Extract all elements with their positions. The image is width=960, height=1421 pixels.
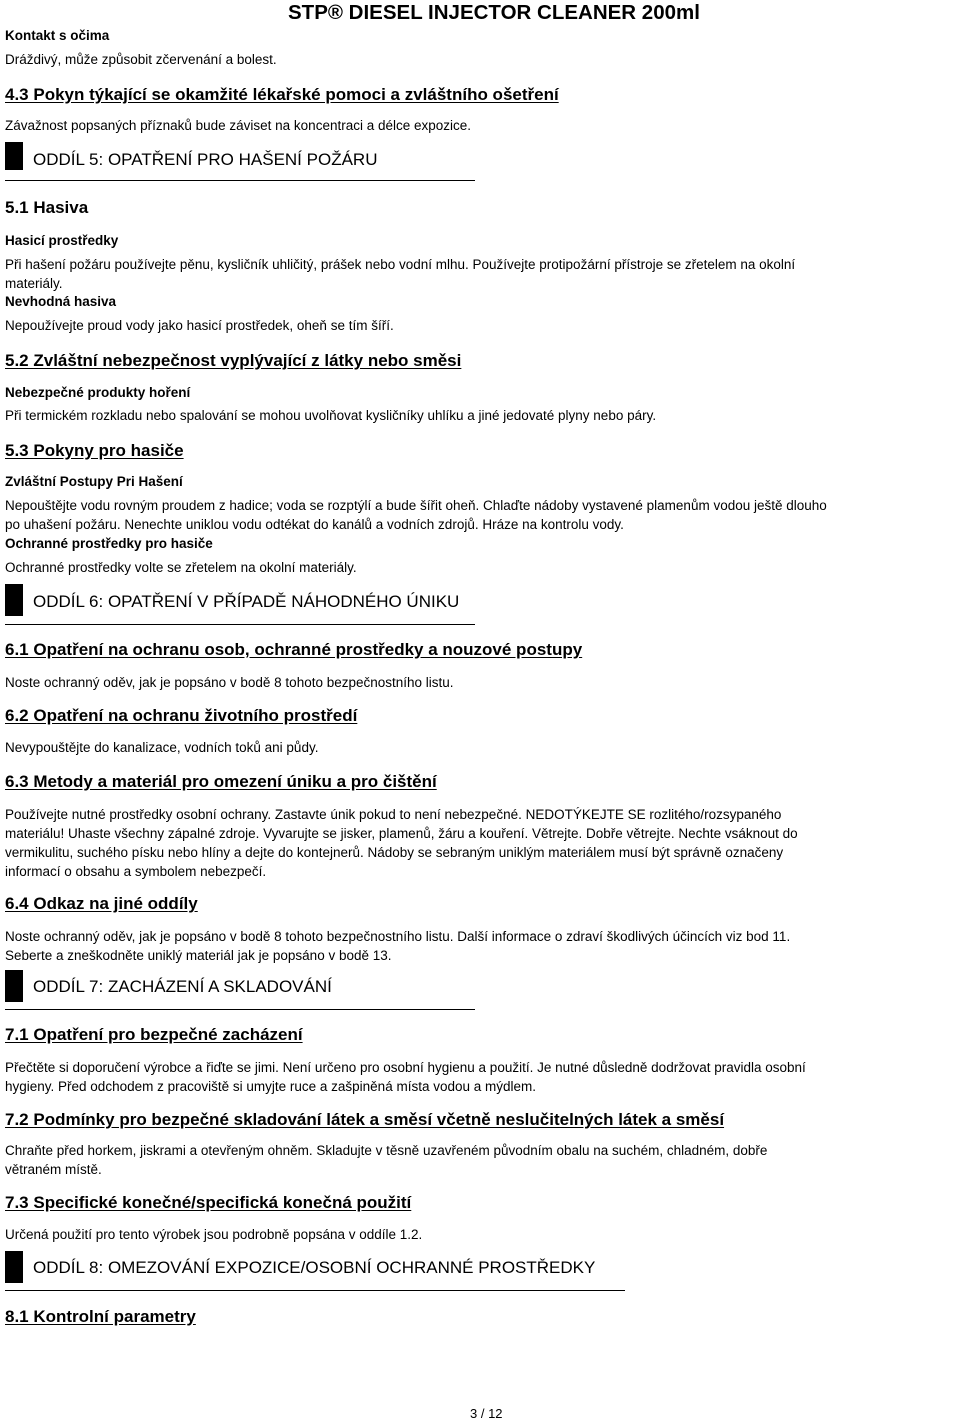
hazardous-products-label: Nebezpečné produkty hoření: [5, 385, 191, 400]
subsection-6-4-text-2: Seberte a zneškodněte uniklý materiál jak je popsáno v bodě 13.: [5, 948, 392, 963]
extinguishing-media-label: Hasicí prostředky: [5, 233, 119, 248]
section-7-title: ODDÍL 7: ZACHÁZENÍ A SKLADOVÁNÍ: [33, 977, 332, 996]
fire-procedures-text-1: Nepouštějte vodu rovným proudem z hadice; voda se rozptýlí a bude šířit oheň. Chlaďte nádoby vystavené plamenům vodou ještě dlouho: [5, 498, 827, 513]
subsection-5-2-heading: 5.2 Zvláštní nebezpečnost vyplývající z látky nebo směsi: [5, 351, 462, 370]
subsection-6-4-text-1: Noste ochranný oděv, jak je popsáno v bodě 8 tohoto bezpečnostního listu. Další informace o zdraví škodlivých účincích viz bod 11.: [5, 929, 791, 944]
section-7-rule: [5, 1009, 475, 1010]
subsection-7-1-heading: 7.1 Opatření pro bezpečné zacházení: [5, 1025, 303, 1044]
subsection-4-3-heading: 4.3 Pokyn týkající se okamžité lékařské pomoci a zvláštního ošetření: [5, 85, 559, 104]
subsection-6-2-text: Nevypouštějte do kanalizace, vodních toků ani půdy.: [5, 740, 319, 755]
eye-contact-text: Dráždivý, může způsobit zčervenání a bolest.: [5, 52, 277, 67]
subsection-6-4-heading: 6.4 Odkaz na jiné oddíly: [5, 894, 198, 913]
subsection-6-1-text: Noste ochranný oděv, jak je popsáno v bodě 8 tohoto bezpečnostního listu.: [5, 675, 454, 690]
subsection-6-1-heading: 6.1 Opatření na ochranu osob, ochranné prostředky a nouzové postupy: [5, 640, 583, 659]
section-8-marker: [5, 1251, 23, 1283]
subsection-4-3-text: Závažnost popsaných příznaků bude záviset na koncentraci a délce expozice.: [5, 118, 472, 133]
subsection-7-1-text-2: hygieny. Před odchodem z pracoviště si umyjte ruce a zašpiněná místa vodou a mýdlem.: [5, 1079, 537, 1094]
subsection-6-3-text-1: Používejte nutné prostředky osobní ochrany. Zastavte únik pokud to není nebezpečné. NEDOTÝKEJTE SE rozlitého/rozsypaného: [5, 807, 782, 822]
section-5-marker: [5, 142, 23, 170]
extinguishing-media-text-2: materiály.: [5, 276, 63, 291]
page-number: 3 / 12: [470, 1406, 503, 1421]
subsection-7-3-text: Určená použití pro tento výrobek jsou podrobně popsána v oddíle 1.2.: [5, 1227, 423, 1242]
section-6-marker: [5, 584, 23, 616]
section-6-rule: [5, 624, 475, 625]
firefighter-equipment-text: Ochranné prostředky volte se zřetelem na okolní materiály.: [5, 560, 357, 575]
fire-procedures-label: Zvláštní Postupy Pri Hašení: [5, 474, 183, 489]
subsection-6-2-heading: 6.2 Opatření na ochranu životního prostředí: [5, 706, 358, 725]
fire-procedures-text-2: po uhašení požáru. Nenechte uniklou vodu odtékat do kanálů a vodních zdrojů. Hráze na kontrolu vody.: [5, 517, 624, 532]
subsection-6-3-text-3: vermikulitu, suchého písku nebo hlíny a dejte do kontejnerů. Nádoby se sebraným uniklým materiálem musí být správně označeny: [5, 845, 784, 860]
subsection-7-2-text-1: Chraňte před horkem, jiskrami a otevřeným ohněm. Skladujte v těsně uzavřeném původním obalu na suchém, chladném, dobře: [5, 1143, 768, 1158]
extinguishing-media-text-1: Při hašení požáru používejte pěnu, kysličník uhličitý, prášek nebo vodní mlhu. Používejte protipožární přístroje se zřetelem na okolní: [5, 257, 796, 272]
unsuitable-media-label: Nevhodná hasiva: [5, 294, 117, 309]
unsuitable-media-text: Nepoužívejte proud vody jako hasicí prostředek, oheň se tím šíří.: [5, 318, 394, 333]
section-5-title: ODDÍL 5: OPATŘENÍ PRO HAŠENÍ POŽÁRU: [33, 150, 378, 169]
hazardous-products-text: Při termickém rozkladu nebo spalování se mohou uvolňovat kysličníky uhlíku a jiné jedovaté plyny nebo páry.: [5, 408, 657, 423]
section-8-rule: [5, 1290, 625, 1291]
subsection-6-3-heading: 6.3 Metody a materiál pro omezení úniku a pro čištění: [5, 772, 437, 791]
section-5-rule: [5, 180, 475, 181]
subsection-7-2-text-2: větraném místě.: [5, 1162, 102, 1177]
subsection-7-1-text-1: Přečtěte si doporučení výrobce a řiďte se jimi. Není určeno pro osobní hygienu a použití. Je nutné důsledně dodržovat pravidla osobní: [5, 1060, 806, 1075]
section-7-marker: [5, 970, 23, 1002]
subsection-6-3-text-2: materiálu! Uhaste všechny zápalné zdroje. Vyvarujte se jisker, plamenů, žáru a kouření. Větrejte. Dobře větrejte. Nechte vsáknout do: [5, 826, 798, 841]
subsection-7-2-heading: 7.2 Podmínky pro bezpečné skladování látek a směsí včetně neslučitelných látek a směsí: [5, 1110, 725, 1129]
subsection-7-3-heading: 7.3 Specifické konečné/specifická konečná použití: [5, 1193, 412, 1212]
product-title: STP® DIESEL INJECTOR CLEANER 200ml: [288, 1, 700, 24]
section-8-title: ODDÍL 8: OMEZOVÁNÍ EXPOZICE/OSOBNÍ OCHRANNÉ PROSTŘEDKY: [33, 1258, 596, 1277]
eye-contact-label: Kontakt s očima: [5, 28, 110, 43]
subsection-8-1-heading: 8.1 Kontrolní parametry: [5, 1307, 196, 1326]
subsection-6-3-text-4: informací o obsahu a symbolem nebezpečí.: [5, 864, 267, 879]
subsection-5-1-heading: 5.1 Hasiva: [5, 198, 89, 217]
firefighter-equipment-label: Ochranné prostředky pro hasiče: [5, 536, 213, 551]
section-6-title: ODDÍL 6: OPATŘENÍ V PŘÍPADĚ NÁHODNÉHO ÚNIKU: [33, 592, 460, 611]
subsection-5-3-heading: 5.3 Pokyny pro hasiče: [5, 441, 184, 460]
